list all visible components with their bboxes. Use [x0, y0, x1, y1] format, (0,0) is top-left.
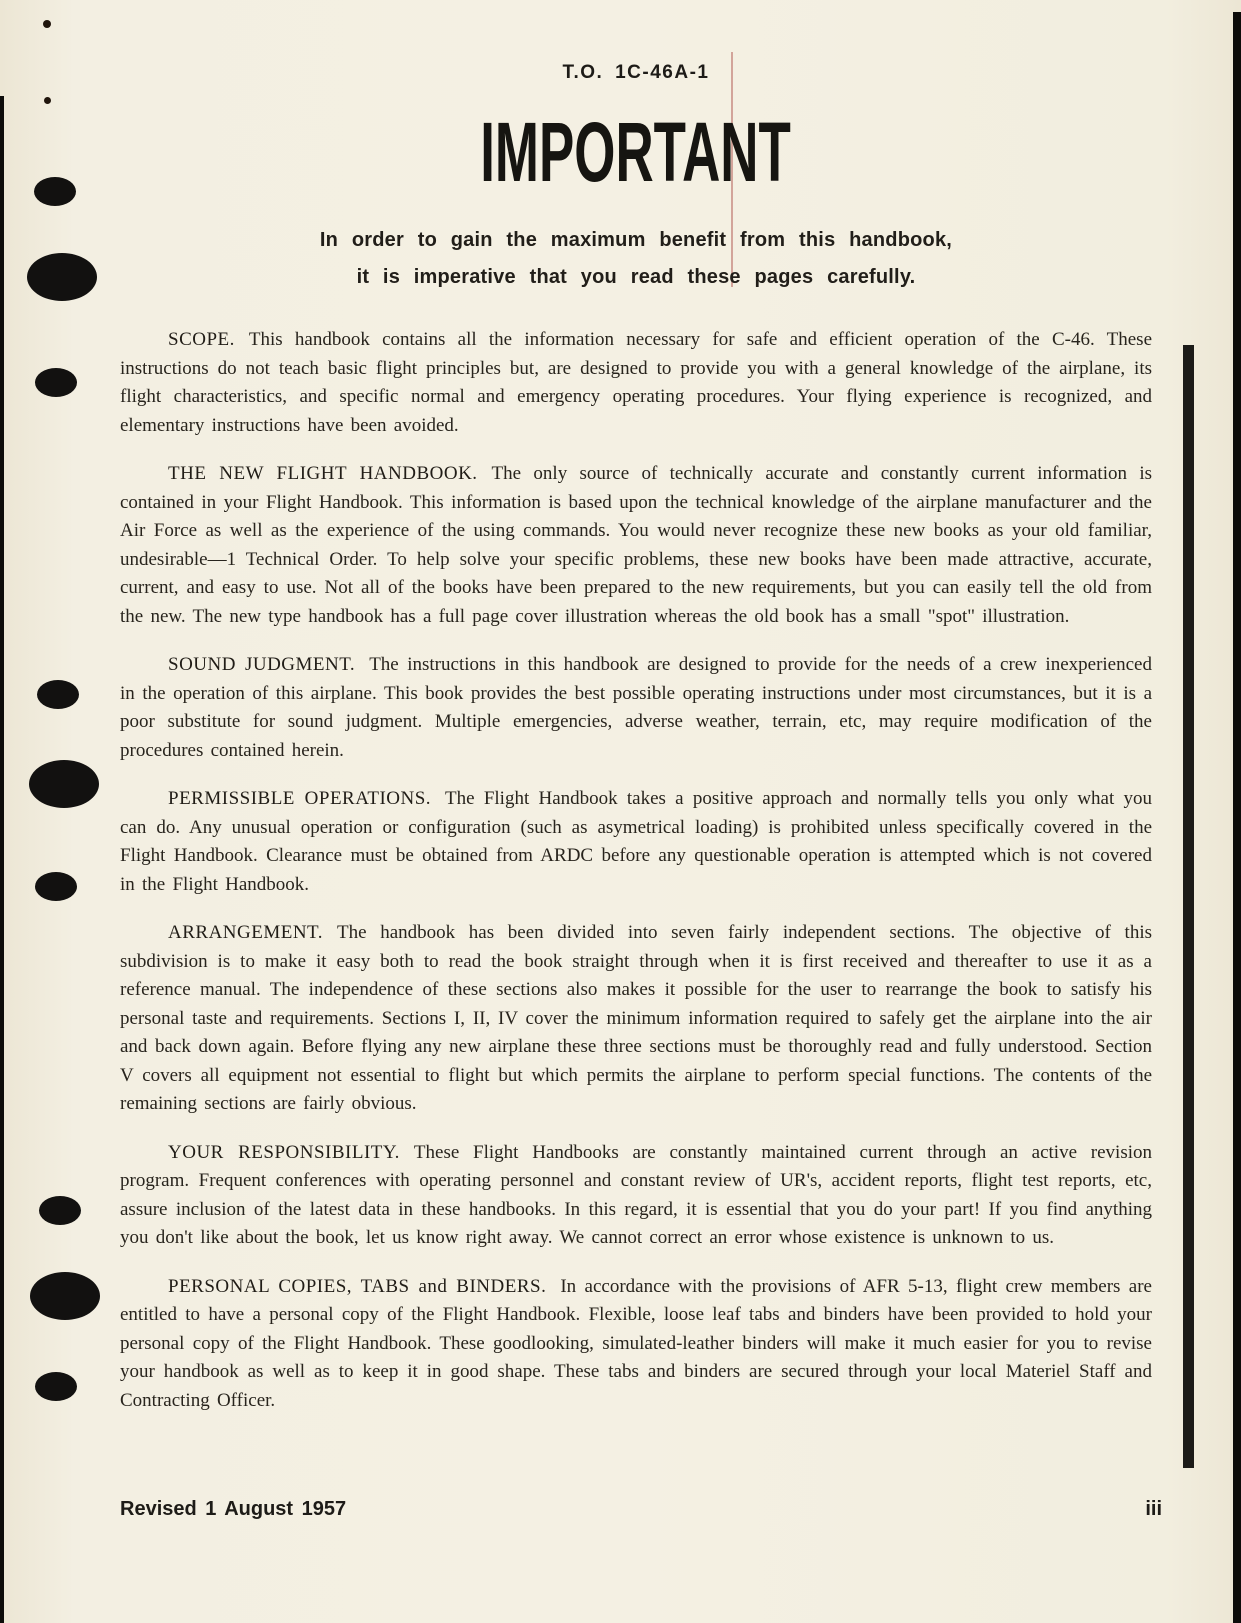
punch-hole-mark	[29, 760, 99, 808]
revision-change-bar	[1183, 345, 1194, 1468]
section-body: In accordance with the provisions of AFR 5-13, flight crew members are entitled to have a personal copy of the Flight Handbook. Flexible, loose leaf tabs and binders have been provided to hold your personal copy of the Flight Handbook. These goodlooking, simulated-leather binders will make it much easier for you to revise your handbook as well as to keep it in good shape. These tabs and binders are secured through your local Materiel Staff and Contracting Officer.	[120, 1275, 1152, 1411]
punch-hole-mark	[34, 177, 76, 206]
section-heading: SCOPE.	[168, 329, 235, 350]
section-paragraph-your-responsibility	[120, 1139, 1152, 1253]
scan-edge-right	[1233, 12, 1241, 1623]
revision-date: Revised 1 August 1957	[120, 1498, 347, 1520]
punch-hole-mark	[35, 872, 77, 901]
section-heading: SOUND JUDGMENT.	[168, 654, 356, 675]
ink-speck	[43, 20, 51, 28]
punch-hole-mark	[27, 253, 97, 301]
section-body: The Flight Handbook takes a positive approach and normally tells you only what you can do. Any unusual operation or configuration (such as asymetrical loading) is prohibited unless specifically covered in the Flight Handbook. Clearance must be obtained from ARDC before any questionable operation is attempted which is not covered in the Flight Handbook.	[120, 788, 1153, 895]
section-body: The handbook has been divided into seven fairly independent sections. The objective of this subdivision is to make it easy both to read the book straight through when it is first received and thereafter to use it as a reference manual. The independence of these sections also makes it possible for the user to rearrange the book to satisfy his personal taste and requirements. Sections I, II, IV cover the minimum information required to safely get the airplane into the air and back down again. Before flying any new airplane these three sections must be thoroughly read and fully understood. Section V covers all equipment not essential to flight but which permits the airplane to perform special functions. The contents of the remaining sections are fairly obvious.	[120, 922, 1152, 1114]
section-paragraph-permissible-operations	[120, 785, 1152, 899]
section-heading: YOUR RESPONSIBILITY.	[168, 1141, 400, 1163]
page-footer	[120, 1498, 1162, 1521]
body-content	[120, 326, 1152, 1435]
subtitle-line: In order to gain the maximum benefit from this handbook,	[319, 229, 953, 251]
section-body: These Flight Handbooks are constantly maintained current through an active revision program. Frequent conferences with operating personnel and constant review of UR's, accident reports, flight test reports, etc, assure inclusion of the latest data in these handbooks. In this regard, it is essential that you do your part! If you find anything you don't like about the book, let us know right away. We cannot correct an error whose existence is unknown to us.	[120, 1141, 1152, 1248]
punch-hole-mark	[35, 368, 77, 397]
punch-hole-mark	[37, 680, 79, 709]
section-paragraph-personal-copies	[120, 1273, 1152, 1416]
punch-hole-mark	[39, 1196, 81, 1225]
section-heading: THE NEW FLIGHT HANDBOOK.	[168, 463, 478, 484]
scan-edge-left	[0, 96, 4, 1623]
section-heading: ARRANGEMENT.	[168, 922, 324, 943]
section-paragraph-new-flight-handbook	[120, 460, 1152, 631]
section-paragraph-scope	[120, 326, 1152, 440]
section-body: The instructions in this handbook are designed to provide for the needs of a crew inexperienced in the operation of this airplane. This book provides the best possible operating instructions under most circumstances, but it is a poor substitute for sound judgment. Multiple emergencies, adverse weather, terrain, etc, may require modification of the procedures contained herein.	[120, 654, 1152, 761]
punch-hole-mark	[30, 1272, 100, 1320]
page-title: IMPORTANT	[480, 105, 792, 199]
page-title-wrap	[120, 106, 1152, 223]
section-paragraph-sound-judgment	[120, 651, 1152, 765]
ink-speck	[44, 97, 51, 104]
section-heading: PERSONAL COPIES, TABS and BINDERS.	[168, 1275, 547, 1297]
section-heading: PERMISSIBLE OPERATIONS.	[168, 788, 432, 809]
punch-hole-mark	[35, 1372, 77, 1401]
section-paragraph-arrangement	[120, 919, 1152, 1119]
page-number: iii	[1145, 1498, 1162, 1520]
subtitle-line: it is imperative that you read these pages carefully.	[356, 266, 916, 288]
subtitle	[120, 222, 1152, 296]
technical-order-number: T.O. 1C-46A-1	[562, 62, 710, 83]
section-body: This handbook contains all the information necessary for safe and efficient operation of the C-46. These instructions do not teach basic flight principles but, are designed to provide you with a general knowledge of the airplane, its flight characteristics, and specific normal and emergency operating procedures. Your flying experience is recognized, and elementary instructions have been avoided.	[120, 329, 1152, 436]
section-body: The only source of technically accurate and constantly current information is contained in your Flight Handbook. This information is based upon the technical knowledge of the airplane manufacturer and the Air Force as well as the experience of the using commands. You would never recognize these new books as your old familiar, undesirable—1 Technical Order. To help solve your specific problems, these new books have been made attractive, accurate, current, and easy to use. Not all of the books have been prepared to the new requirements, but you can easily tell the old from the new. The new type handbook has a full page cover illustration whereas the old book has a small "spot" illustration.	[120, 463, 1152, 627]
